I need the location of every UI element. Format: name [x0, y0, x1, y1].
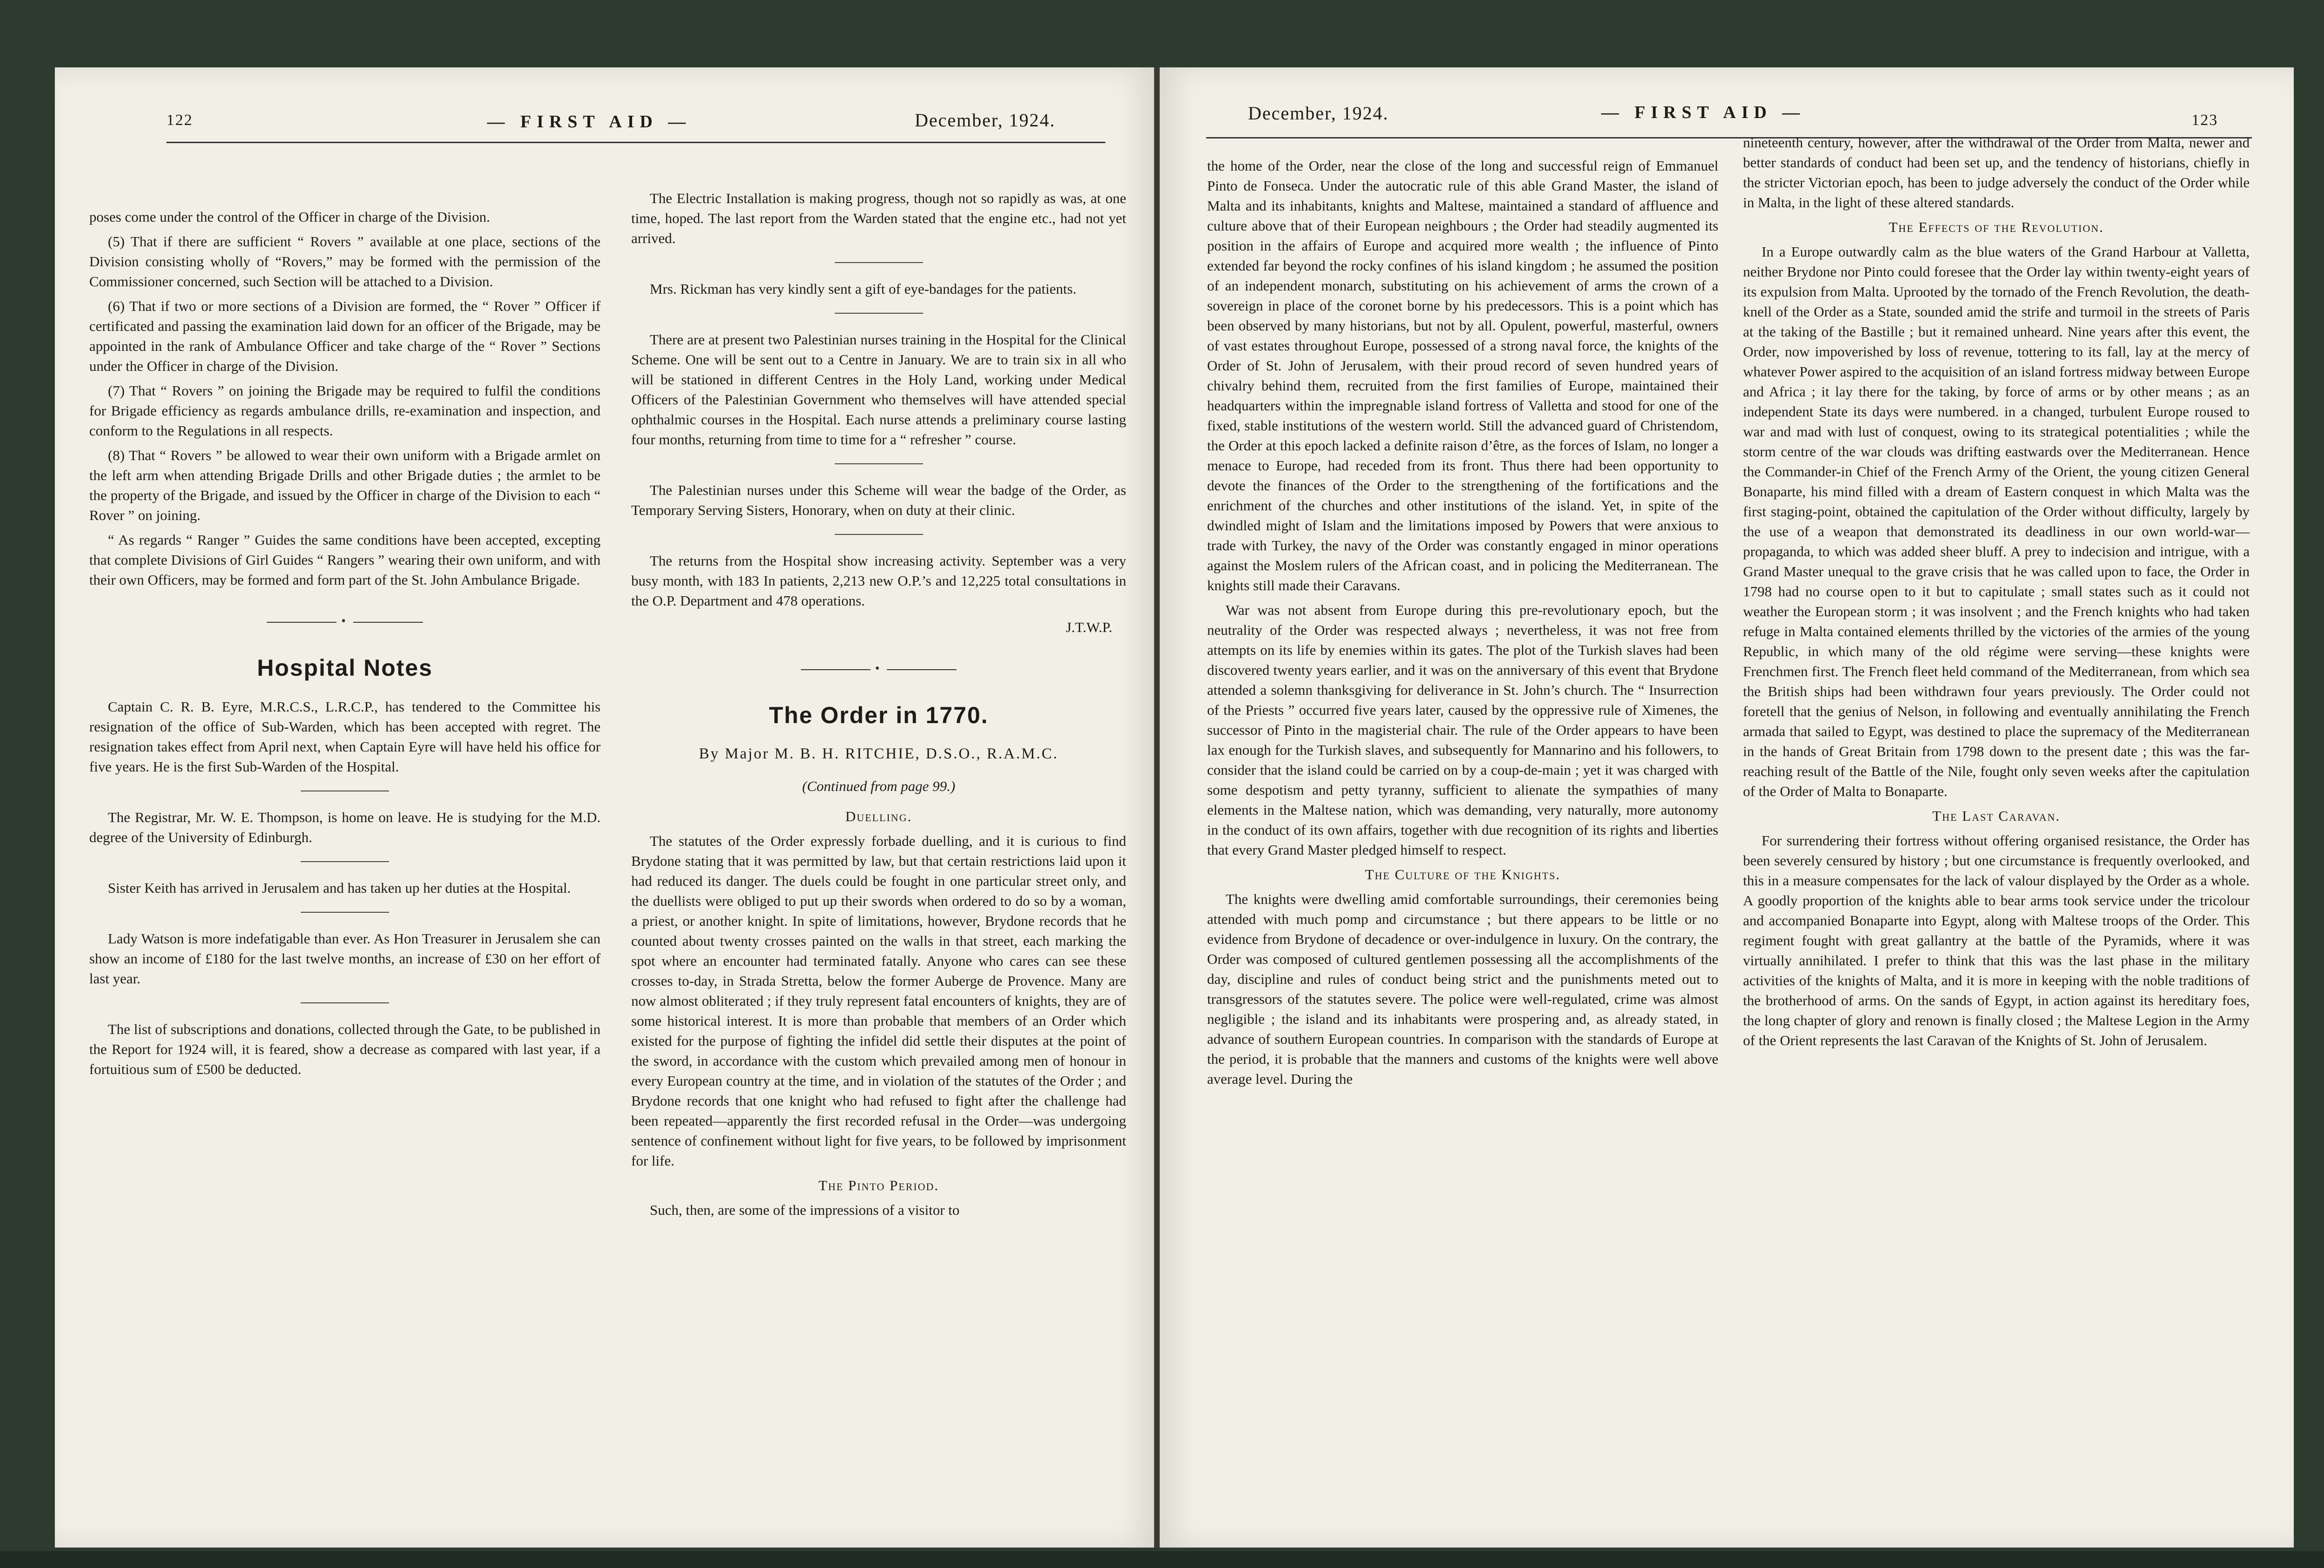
paragraph: The list of subscriptions and donations, collected through the Gate, to be published in the Report for 1924 will, it is feared, show a decrease as compared with last year, if a fortuitious sum of £500 be deducted.: [89, 1021, 601, 1077]
ornamental-divider: •: [89, 611, 601, 631]
subheading-pinto: The Pinto Period.: [818, 1177, 939, 1193]
paragraph: nineteenth century, however, after the withdrawal of the Order from Malta, newer and better standards of conduct had been set up, and the tendency of historians, chiefly in the stricter Victorian epoch, has been to judge adversely the conduct of the Order while in Malta, in the light of these altered standards.: [1743, 134, 2250, 211]
running-date: December, 1924.: [915, 110, 1056, 131]
page-number: 123: [2192, 112, 2218, 129]
paragraph: The Registrar, Mr. W. E. Thompson, is home on leave. He is studying for the M.D. degree of the University of Edinburgh.: [89, 809, 601, 845]
paragraph: poses come under the control of the Officer in charge of the Division.: [89, 209, 490, 225]
paragraph: (8) That “ Rovers ” be allowed to wear their own uniform with a Brigade armlet on the left arm when attending Brigade Drills and other Brigade duties ; the armlet to be the property of the Brigade, and issued by the Officer in charge of the Division to each “ Rover ” on joining.: [89, 447, 601, 523]
left-page: [55, 67, 1154, 1548]
paragraph: The returns from the Hospital show increasing activity. September was a very busy month, with 183 In patients, 2,213 new O.P.’s and 12,225 total consultations in the O.P. Department and 478 operations.: [631, 553, 1126, 609]
paragraph: (7) That “ Rovers ” on joining the Brigade may be required to fulfil the conditions for Brigade efficiency as regards ambulance drills, re-examination and inspection, and conform to the Regulations in all respects.: [89, 382, 601, 439]
left-column-2: [631, 188, 1126, 1225]
short-divider: [835, 534, 923, 535]
right-column-2: [1743, 132, 2250, 1055]
paragraph: (5) That if there are sufficient “ Rovers ” available at one place, sections of the Division consisting wholly of “Rovers,” may be formed with the permission of the Commissioner concerned, such Section will be attached to a Division.: [89, 233, 601, 290]
paragraph: the home of the Order, near the close of the long and successful reign of Emmanuel Pinto de Fonseca. Under the autocratic rule of this able Grand Master, the island of Malta and its inhabitants, knights and Maltese, maintained a standard of affluence and culture above that of their European neighbours ; the Order had steadily augmented its position in the affairs of Europe and acquired more wealth ; the influence of Pinto extended far beyond the rocky confines of his island kingdom ; he assumed the position of an independent monarch, substituting on his achievement of arms the crown of a sovereign in place of the coronet borne by his predecessors. This is a point which has been observed by many historians, but not by all. Opulent, powerful, masterful, owners of vast estates throughout Europe, possessed of a strong naval force, the knights of the Order of St. John of Jerusalem, with their proud record of seven hundred years of chivalry behind them, recruited from the first families of Europe, maintained their headquarters within the impregnable island fortress of Valletta and stood for one of the fixed, stable institutions of the western world. Still the advanced guard of Christendom, the Order at this epoch lacked a definite raison d’être, as the forces of Islam, no longer a menace to Europe, had receded from its front. Thus there had been opportunity to devote the finances of the Order to the strengthening of the fortifications and the enrichment of the churches and other institutions of the island. Yet, in spite of the dwindled might of Islam and the limitations imposed by Powers that were anxious to trade with Turkey, the navy of the Order was constantly engaged in minor operations against the Moslem rulers of the African coast, and in policing the Mediterranean. The knights still made their Caravans.: [1207, 158, 1718, 593]
header-rule: [166, 142, 1105, 143]
subheading-culture: The Culture of the Knights.: [1365, 866, 1561, 883]
paragraph: The Electric Installation is making progress, though not so rapidly as was, at one time, hoped. The last report from the Warden stated that the engine etc., had not yet arrived.: [631, 190, 1126, 246]
short-divider: [835, 262, 923, 263]
paragraph: Such, then, are some of the impressions of a visitor to: [650, 1202, 960, 1218]
paragraph: The statutes of the Order expressly forbade duelling, and it is curious to find Brydone stating that it was permitted by law, but that certain restrictions laid upon it had reduced its danger. The duels could be fought in one particular street only, and the duellists were obliged to put up their swords when ordered to do so by a woman, a priest, or another knight. In spite of limitations, however, Brydone records that he counted about twenty crosses painted on the walls in that street, each marking the spot where an encounter had terminated fatally. Anyone who cares can see these crosses to-day, in Strada Stretta, below the former Auberge de Provence. Many are now almost obliterated ; if they truly represent fatal encounters of knights, they are of some historical interest. It is more than probable that members of an Order which existed for the purpose of fighting the infidel did settle their disputes at the point of the sword, in accordance with the custom which prevailed among men of honour in every European country at the time, and in violation of the statutes of the Order ; and Brydone records that one knight who had refused to fight after the challenge had been repeated—apparently the first recorded refusal in the Order—was undergoing sentence of confinement without light for five years, to be followed by imprisonment for life.: [631, 833, 1126, 1169]
signature: J.T.W.P.: [1066, 619, 1112, 635]
short-divider: [835, 463, 923, 464]
subheading-caravan: The Last Caravan.: [1932, 808, 2060, 824]
paragraph: The knights were dwelling amid comfortable surroundings, their ceremonies being attended with much pomp and circumstance ; but there appears to be little or no evidence from Brydone of decadence or over-indulgence in luxury. On the contrary, the Order was composed of cultured gentlemen possessing all the accomplishments of the day, discipline and rules of conduct being strict and the punishments meted out to transgressors of the statutes severe. The police were well-regulated, crime was almost negligible ; the island and its inhabitants were prospering and, as already stated, in advance of southern European countries. In comparison with the standards of Europe at the period, it is probable that the manners and customs of the knights were well above average level. During the: [1207, 891, 1718, 1087]
paragraph: Mrs. Rickman has very kindly sent a gift of eye-bandages for the patients.: [650, 281, 1076, 297]
short-divider: [835, 313, 923, 314]
continued-note: (Continued from page 99.): [802, 778, 956, 794]
paragraph: “ As regards “ Ranger ” Guides the same conditions have been accepted, excepting that complete Divisions of Girl Guides “ Rangers ” wearing their own uniform, and with their own Officers, may be formed and form part of the St. John Ambulance Brigade.: [89, 532, 601, 588]
paragraph: (6) That if two or more sections of a Division are formed, the “ Rover ” Officer if certificated and passing the examination laid down for an officer of the Brigade, may be appointed in the rank of Ambulance Officer and take charge of the “ Rover ” Sections under the Officer in charge of the Division.: [89, 298, 601, 374]
subheading-revolution: The Effects of the Revolution.: [1888, 219, 2104, 235]
ornamental-divider: •: [631, 659, 1126, 679]
paragraph: War was not absent from Europe during this pre-revolutionary epoch, but the neutrality of the Order was respected always ; nevertheless, it was not free from attempts on its life by enemies within its gates. The plot of the Turkish slaves had been discovered twenty years earlier, and it was on the anniversary of this event that Brydone attended a solemn thanksgiving for deliverance in St. John’s church. The “ Insurrection of the Priests ” occurred five years later, caused by the oppressive rule of Ximenes, the successor of Pinto in the magisterial chair. The rule of the Order appears to have been lax enough for the Turkish slaves, and subsequently for Mannarino and his followers, to consider that the island could be carried on by a coup-de-main ; yet it was charged with some despotism and petty tyranny, sufficient to alienate the sympathies of many elements in the Maltese nation, which was demanding, very naturally, more autonomy in the conduct of its own affairs, together with due recognition of its rights and liberties that every Grand Master pledged himself to respect.: [1207, 602, 1718, 858]
short-divider: [301, 1002, 389, 1003]
scanner-bed-edge: [0, 1551, 2324, 1568]
paragraph: Captain C. R. B. Eyre, M.R.C.S., L.R.C.P., has tendered to the Committee his resignation of the office of Sub-Warden, which has been accepted with regret. The resignation takes effect from April next, when Captain Eyre will have held his office for five years. He is the first Sub-Warden of the Hospital.: [89, 698, 601, 775]
left-column-1: [89, 207, 601, 1084]
hospital-notes-heading: Hospital Notes: [257, 655, 433, 681]
paragraph: Sister Keith has arrived in Jerusalem and has taken up her duties at the Hospital.: [108, 880, 571, 896]
paragraph: For surrendering their fortress without offering organised resistance, the Order has been severely censured by history ; but one circumstance is frequently overlooked, and this in a measure compensates for the lack of valour displayed by the Order as a whole. A goodly proportion of the knights able to bear arms took service under the tricolour and accompanied Bonaparte into Egypt, along with Maltese troops of the Order. This regiment fought with great gallantry at the battle of the Pyramids, where it was virtually annihilated. I prefer to think that this was the last phase in the military activities of the knights of Malta, and it is more in keeping with the noble traditions of the brotherhood of arms. On the sands of Egypt, in action against its hereditary foes, the long chapter of glory and renown is finally closed ; the Maltese Legion in the Army of the Orient represents the last Caravan of the Knights of St. John of Jerusalem.: [1743, 832, 2250, 1048]
short-divider: [301, 912, 389, 913]
paragraph: In a Europe outwardly calm as the blue waters of the Grand Harbour at Valletta, neither Brydone nor Pinto could foresee that the Order lay within twenty-eight years of its expulsion from Malta. Uprooted by the tornado of the French Revolution, the death-knell of the Order as a State, sounded amid the strife and turmoil in the streets of Paris at the taking of the Bastille ; but it remained unheard. Nine years after this event, the Order, now impoverished by loss of revenue, tottering to its fall, lay at the mercy of whatever Power aspired to the acquisition of an island fortress midway between Europe and Africa ; it lay there for the taking, by force of arms or by other means ; as an independent State its days were numbered. in a changed, turbulent Europe roused to war and mad with lust of conquest, owing to its strategical potentialities ; while the storm centre of the war clouds was drifting eastwards over the Mediterranean. Hence the Commander-in Chief of the French Army of the Orient, the young citizen General Bonaparte, his mind filled with a dream of Eastern conquest in which Malta was the first staging-point, obtained the capitulation of the Order without difficulty, largely by the use of a weapon that demonstrated its deadliness in our own world-war—propaganda, to which was added sheer bluff. A prey to indecision and intrigue, with a Grand Master unequal to the grave crisis that he was called upon to face, the Order in 1798 had no course open to it but to capitulate ; small states such as it could not weather the European storm ; it was insolvent ; and the French knights who had taken refuge in Malta contained elements thrilled by the victories of the armies of the young Republic, in which many of the old régime were serving—these knights were Frenchmen first. The French fleet held command of the Mediterranean, from which sea the British ships had been withdrawn four years previously. The Order could not foretell that the genius of Nelson, in following and eventually annihilating the French armada that sailed to Egypt, was destined to place the supremacy of the Mediterranean in the hands of Great Britain from 1798 down to the present date ; this was the far-reaching result of the Battle of the Nile, fought only seven weeks after the capitulation of the Order of Malta to Bonaparte.: [1743, 244, 2250, 799]
article-byline: By Major M. B. H. RITCHIE, D.S.O., R.A.M.C.: [699, 745, 1059, 762]
paragraph: The Palestinian nurses under this Scheme will wear the badge of the Order, as Temporary Serving Sisters, Honorary, when on duty at their clinic.: [631, 482, 1126, 518]
running-date: December, 1924.: [1248, 103, 1389, 124]
running-title: — FIRST AID —: [1601, 103, 1806, 122]
page-number: 122: [166, 112, 193, 129]
right-page: [1160, 67, 2294, 1548]
short-divider: [301, 861, 389, 862]
article-heading: The Order in 1770.: [769, 702, 989, 728]
running-title: — FIRST AID —: [487, 112, 692, 132]
right-column-1: [1207, 156, 1718, 1094]
subheading-duelling: Duelling.: [845, 808, 912, 824]
paragraph: Lady Watson is more indefatigable than ever. As Hon Treasurer in Jerusalem she can show an income of £180 for the last twelve months, an increase of £30 on her effort of last year.: [89, 930, 601, 987]
paragraph: There are at present two Palestinian nurses training in the Hospital for the Clinical Scheme. One will be sent out to a Centre in January. We are to train six in all who will be stationed in different Centres in the Holy Land, working under Medical Officers of the Palestinian Government who themselves will have attended special ophthalmic courses in the Hospital. Each nurse attends a preliminary course lasting four months, returning from time to time for a “ refresher ” course.: [631, 331, 1126, 448]
book-gutter: [1154, 67, 1160, 1548]
